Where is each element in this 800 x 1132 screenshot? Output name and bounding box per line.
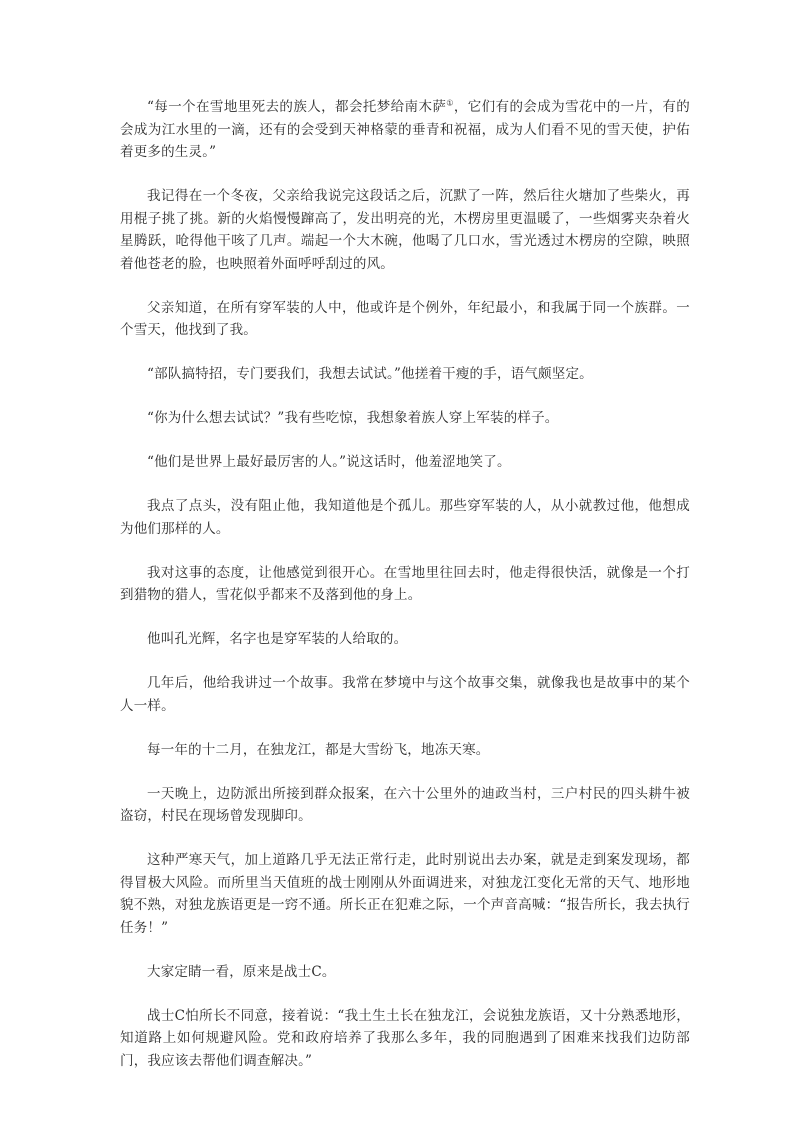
paragraph-4: “部队搞特招，专门要我们，我想去试试。”他搓着干瘦的手，语气颇坚定。 bbox=[147, 366, 593, 382]
paragraph-14: 大家定睛一看，原来是战士C。 bbox=[147, 963, 336, 980]
paragraph-11: 每一年的十二月，在独龙江，都是大雪纷飞，地冻天寒。 bbox=[147, 741, 490, 758]
paragraph-12: 一天晚上，边防派出所接到群众报案，在六十公里外的迪政当村，三户村民的四头耕牛被盗窃，村民在现场曾发现脚印。 bbox=[120, 785, 690, 824]
paragraph-1-text-after: ，它们有的会成为雪花中的一片，有的会成为江水里的一滴，还有的会受到天神格蒙的垂青和祝福，成为人们看不见的雪天使，护佑着更多的生灵。” bbox=[120, 99, 690, 160]
paragraph-15: 战士C怕所长不同意，接着说：“我土生土长在独龙江，会说独龙族语，又十分熟悉地形，知道路上如何规避风险。党和政府培养了我那么多年，我的同胞遇到了困难来找我们边防部门，我应该去帮他们调查解决。” bbox=[120, 1007, 690, 1069]
paragraph-3: 父亲知道，在所有穿军装的人中，他或许是个例外，年纪最小，和我属于同一个族群。一个雪天，他找到了我。 bbox=[120, 299, 690, 338]
paragraph-1-text: “每一个在雪地里死去的族人，都会托梦给南木萨 bbox=[147, 99, 447, 115]
document-page bbox=[120, 96, 690, 1094]
paragraph-13: 这种严寒天气，加上道路几乎无法正常行走，此时别说出去办案，就是走到案发现场，都得冒极大风险。而所里当天值班的战士刚刚从外面调进来，对独龙江变化无常的天气、地形地貌不熟，对独龙族语更是一窍不通。所长正在犯难之际，一个声音高喊：“报告所长，我去执行任务！” bbox=[120, 852, 690, 936]
paragraph-7: 我点了点头，没有阻止他，我知道他是个孤儿。那些穿军装的人，从小就教过他，他想成为他们那样的人。 bbox=[120, 498, 690, 537]
paragraph-8: 我对这事的态度，让他感觉到很开心。在雪地里往回去时，他走得很快活，就像是一个打到猎物的猎人，雪花似乎都来不及落到他的身上。 bbox=[120, 564, 690, 603]
paragraph-2: 我记得在一个冬夜，父亲给我说完这段话之后，沉默了一阵，然后往火塘加了些柴火，再用棍子挑了挑。新的火焰慢慢蹿高了，发出明亮的光，木楞房里更温暖了，一些烟雾夹杂着火星腾跃，呛得他干咳了几声。端起一个大木碗，他喝了几口水，雪光透过木楞房的空隙，映照着他苍老的脸，也映照着外面呼呼刮过的风。 bbox=[120, 188, 690, 272]
paragraph-9: 他叫孔光辉，名字也是穿军装的人给取的。 bbox=[147, 631, 408, 647]
paragraph-5: “你为什么想去试试？”我有些吃惊，我想象着族人穿上军装的样子。 bbox=[147, 410, 559, 426]
footnote-marker: ① bbox=[446, 98, 454, 108]
paragraph-6: “他们是世界上最好最厉害的人。”说这话时，他羞涩地笑了。 bbox=[147, 454, 511, 470]
paragraph-1 bbox=[120, 96, 690, 164]
paragraph-10: 几年后，他给我讲过一个故事。我常在梦境中与这个故事交集，就像我也是故事中的某个人一样。 bbox=[120, 675, 690, 714]
